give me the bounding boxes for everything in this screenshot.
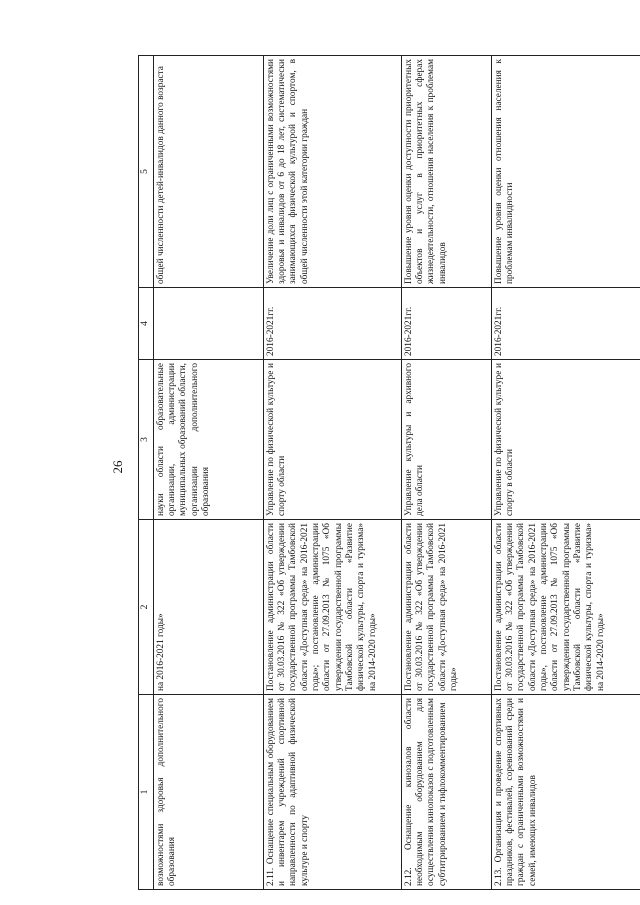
measures-table xyxy=(138,55,640,890)
cell-result: Увеличение доли лиц с ограниченными возможностями здоровья и инвалидов от 6 до 18 лет, систематически занимающихся физической культурой и спортом, в общей численности этой категории граждан xyxy=(263,56,401,288)
header-cell-3: 3 xyxy=(139,360,154,520)
cell-result: Повышение уровня оценки отношения населения к проблемам инвалидности xyxy=(491,56,640,288)
table-row xyxy=(401,56,491,890)
cell-basis: Постановление администрации области от 30.03.2016 № 322 «Об утверждении государственной программы Тамбовской области «Доступная среда» на 2016-2021 годы», постановление администрации области от 27.09.2013 № 1075 «Об утверждении государственной программы Тамбовской области «Развитие физической культуры, спорта и туризма» на 2014-2020 годы» xyxy=(491,520,640,695)
table-row xyxy=(153,56,263,890)
table-row xyxy=(491,56,640,890)
header-cell-2: 2 xyxy=(139,520,154,695)
cell-term: 2016-2021гг. xyxy=(401,288,491,360)
cell-measure: 2.13. Организация и проведение спортивных праздников, фестивалей, соревнований среди граждан с ограниченными возможностями и семей, имеющих инвалидов xyxy=(491,695,640,890)
cell-measure: возможностями здоровья дополнительного образования xyxy=(153,695,263,890)
cell-result: Повышение уровня оценки доступности приоритетных объектов и услуг в приоритетных сферах жизнедеятельности, отношения населения к проблемам инвалидов xyxy=(401,56,491,288)
cell-basis: Постановление администрации области от 30.03.2016 № 322 «Об утверждении государственной программы Тамбовской области «Доступная среда» на 2016-2021 годы»; постановление администрации области от 27.09.2013 № 1075 «Об утверждении государственной программы Тамбовской области «Развитие физической культуры, спорта и туризма» на 2014-2020 годы» xyxy=(263,520,401,695)
header-cell-4: 4 xyxy=(139,288,154,360)
cell-executor: Управление по физической культуре и спорту области xyxy=(263,360,401,520)
cell-measure: 2.11. Оснащение специальным оборудованием и инвентарем учреждений спортивной направленности по адаптивной физической культуре и спорту xyxy=(263,695,401,890)
cell-term: 2016-2021гг. xyxy=(263,288,401,360)
header-cell-1: 1 xyxy=(139,695,154,890)
cell-measure: 2.12. Оснащение кинозалов области необходимым оборудованием для осуществления кинопоказов с подготовленным субтитрированием и тифлокомментированием xyxy=(401,695,491,890)
margin-mark xyxy=(0,116,1,117)
header-cell-5: 5 xyxy=(139,56,154,288)
cell-term: 2016-2021гг. xyxy=(491,288,640,360)
cell-term xyxy=(153,288,263,360)
cell-basis: на 2016-2021 годы» xyxy=(153,520,263,695)
cell-executor: науки области образовательные организации, администрации муниципальных образований области, организации дополнительного образования xyxy=(153,360,263,520)
cell-executor: Управление по физической культуре и спорту в области xyxy=(491,360,640,520)
page-number: 26 xyxy=(110,460,125,474)
cell-basis: Постановление администрации области от 30.03.2016 № 322 «Об утверждении государственной программы Тамбовской области «Доступная среда» на 2016-2021 годы» xyxy=(401,520,491,695)
cell-executor: Управление культуры и архивного дела области xyxy=(401,360,491,520)
table-row xyxy=(263,56,401,890)
cell-result: общей численности детей-инвалидов данного возраста xyxy=(153,56,263,288)
table-header-row xyxy=(139,56,154,890)
rotated-content xyxy=(110,56,640,890)
